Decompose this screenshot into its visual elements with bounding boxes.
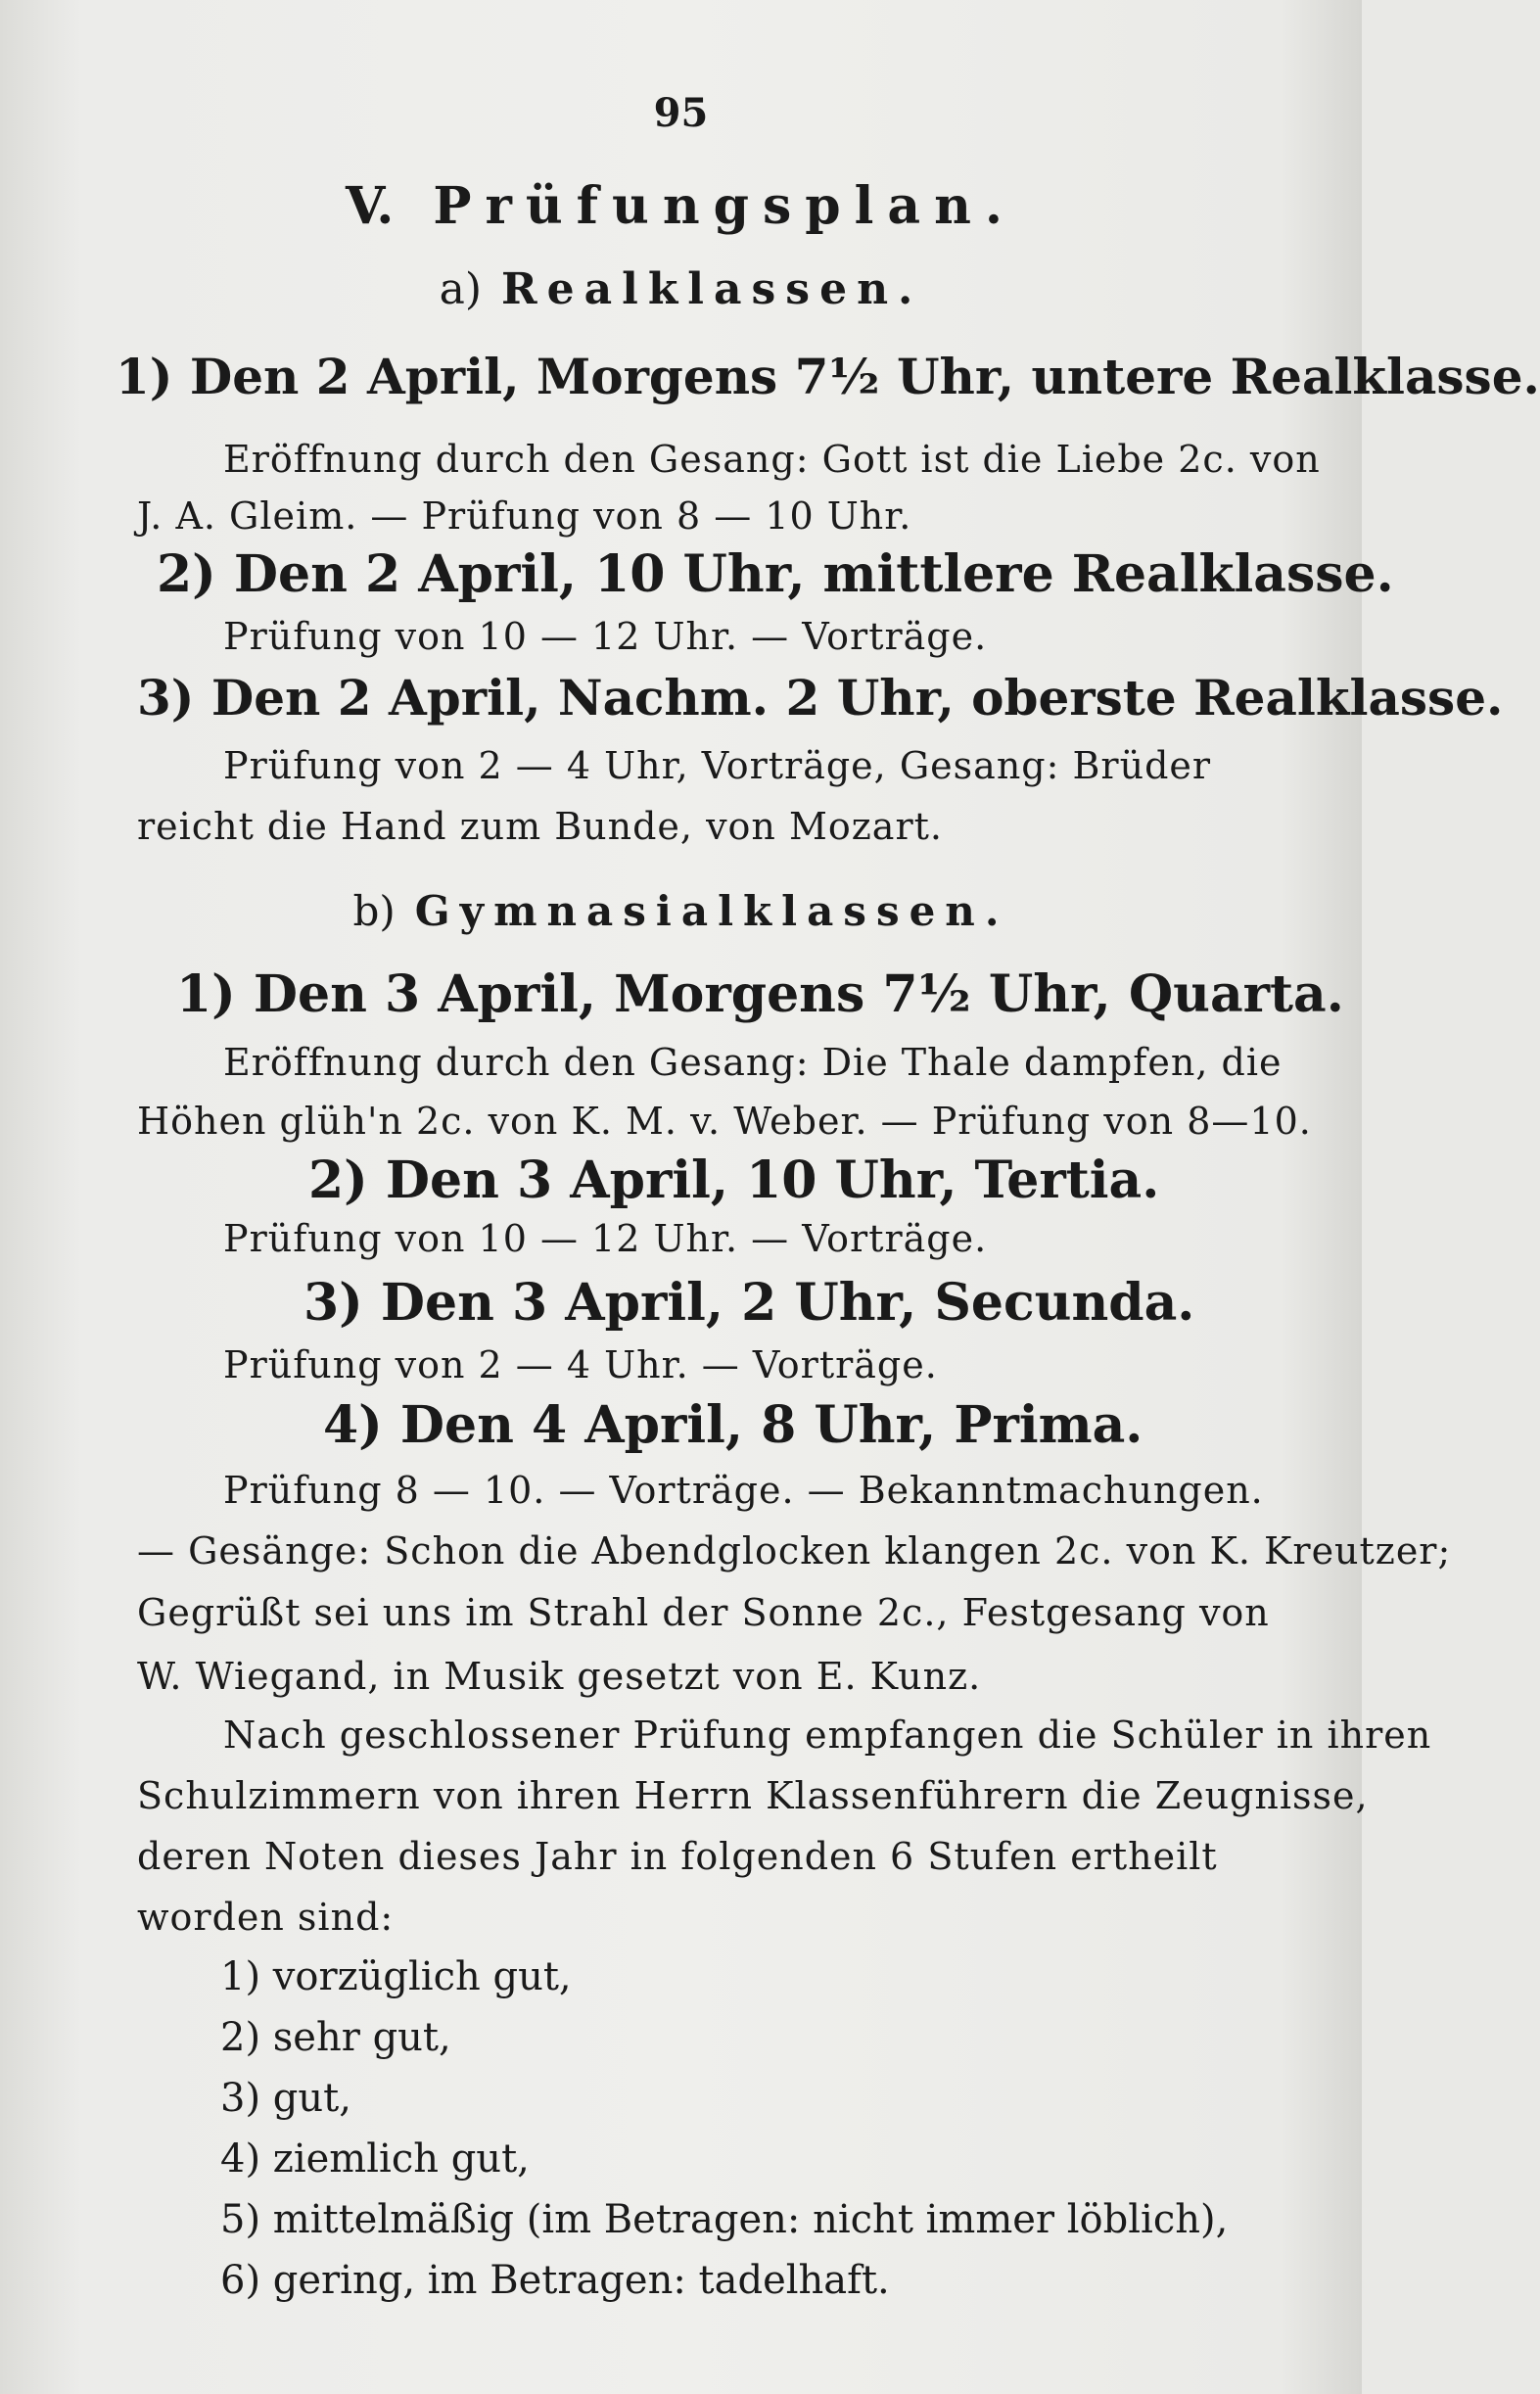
real-3-heading: 3) Den 2 April, Nachm. 2 Uhr, oberste Realklasse. (137, 669, 1504, 727)
real-3-line-2: reicht die Hand zum Bunde, von Mozart. (137, 805, 943, 848)
grade-item-3: 3) gut, (220, 2076, 351, 2121)
real-2-heading: 2) Den 2 April, 10 Uhr, mittlere Realklasse. (157, 544, 1394, 604)
real-3-line-1: Prüfung von 2 — 4 Uhr, Vorträge, Gesang: Brüder (223, 744, 1212, 787)
gym-4-heading: 4) Den 4 April, 8 Uhr, Prima. (323, 1395, 1143, 1455)
chapter-title (0, 176, 1362, 236)
grade-item-4: 4) ziemlich gut, (220, 2136, 530, 2182)
closing-line-4: worden sind: (137, 1896, 395, 1939)
gym-4-line-1: Prüfung 8 — 10. — Vorträge. — Bekanntmachungen. (223, 1469, 1264, 1512)
real-2-line-1: Prüfung von 10 — 12 Uhr. — Vorträge. (223, 615, 988, 658)
gym-1-line-1: Eröffnung durch den Gesang: Die Thale dampfen, die (223, 1041, 1283, 1084)
section-a-heading (0, 264, 1362, 314)
page-number: 95 (653, 90, 709, 136)
gym-3-heading: 3) Den 3 April, 2 Uhr, Secunda. (303, 1273, 1195, 1333)
chapter-roman: V. (346, 176, 395, 236)
closing-line-2: Schulzimmern von ihren Herrn Klassenführern die Zeugnisse, (137, 1774, 1369, 1817)
gym-2-heading: 2) Den 3 April, 10 Uhr, Tertia. (308, 1150, 1160, 1210)
gym-4-line-2: — Gesänge: Schon die Abendglocken klangen 2c. von K. Kreutzer; (137, 1529, 1452, 1573)
gym-2-line-1: Prüfung von 10 — 12 Uhr. — Vorträge. (223, 1217, 988, 1260)
gym-4-line-4: W. Wiegand, in Musik gesetzt von E. Kunz. (137, 1655, 982, 1698)
section-a-prefix: a) (439, 264, 483, 314)
section-b-heading (0, 887, 1362, 935)
closing-line-1: Nach geschlossener Prüfung empfangen die Schüler in ihren (223, 1713, 1432, 1757)
chapter-title-text: Prüfungsplan. (433, 176, 1016, 236)
real-1-line-1: Eröffnung durch den Gesang: Gott ist die Liebe 2c. von (223, 438, 1321, 481)
gym-1-heading: 1) Den 3 April, Morgens 7½ Uhr, Quarta. (176, 964, 1344, 1024)
section-b-text: Gymnasialklassen. (414, 887, 1009, 935)
closing-line-3: deren Noten dieses Jahr in folgenden 6 Stufen ertheilt (137, 1835, 1218, 1878)
gym-4-line-3: Gegrüßt sei uns im Strahl der Sonne 2c., Festgesang von (137, 1591, 1270, 1634)
real-1-line-2: J. A. Gleim. — Prüfung von 8 — 10 Uhr. (137, 494, 912, 538)
gym-1-line-2: Höhen glüh'n 2c. von K. M. v. Weber. — Prüfung von 8—10. (137, 1100, 1312, 1143)
section-b-prefix: b) (352, 887, 396, 935)
grade-item-5: 5) mittelmäßig (im Betragen: nicht immer löblich), (220, 2197, 1229, 2242)
gym-3-line-1: Prüfung von 2 — 4 Uhr. — Vorträge. (223, 1343, 938, 1386)
grade-item-2: 2) sehr gut, (220, 2015, 451, 2060)
grade-item-1: 1) vorzüglich gut, (220, 1954, 572, 1999)
real-1-heading: 1) Den 2 April, Morgens 7½ Uhr, untere Realklasse. (116, 348, 1540, 405)
grade-item-6: 6) gering, im Betragen: tadelhaft. (220, 2258, 890, 2303)
section-a-text: Realklassen. (501, 264, 923, 314)
